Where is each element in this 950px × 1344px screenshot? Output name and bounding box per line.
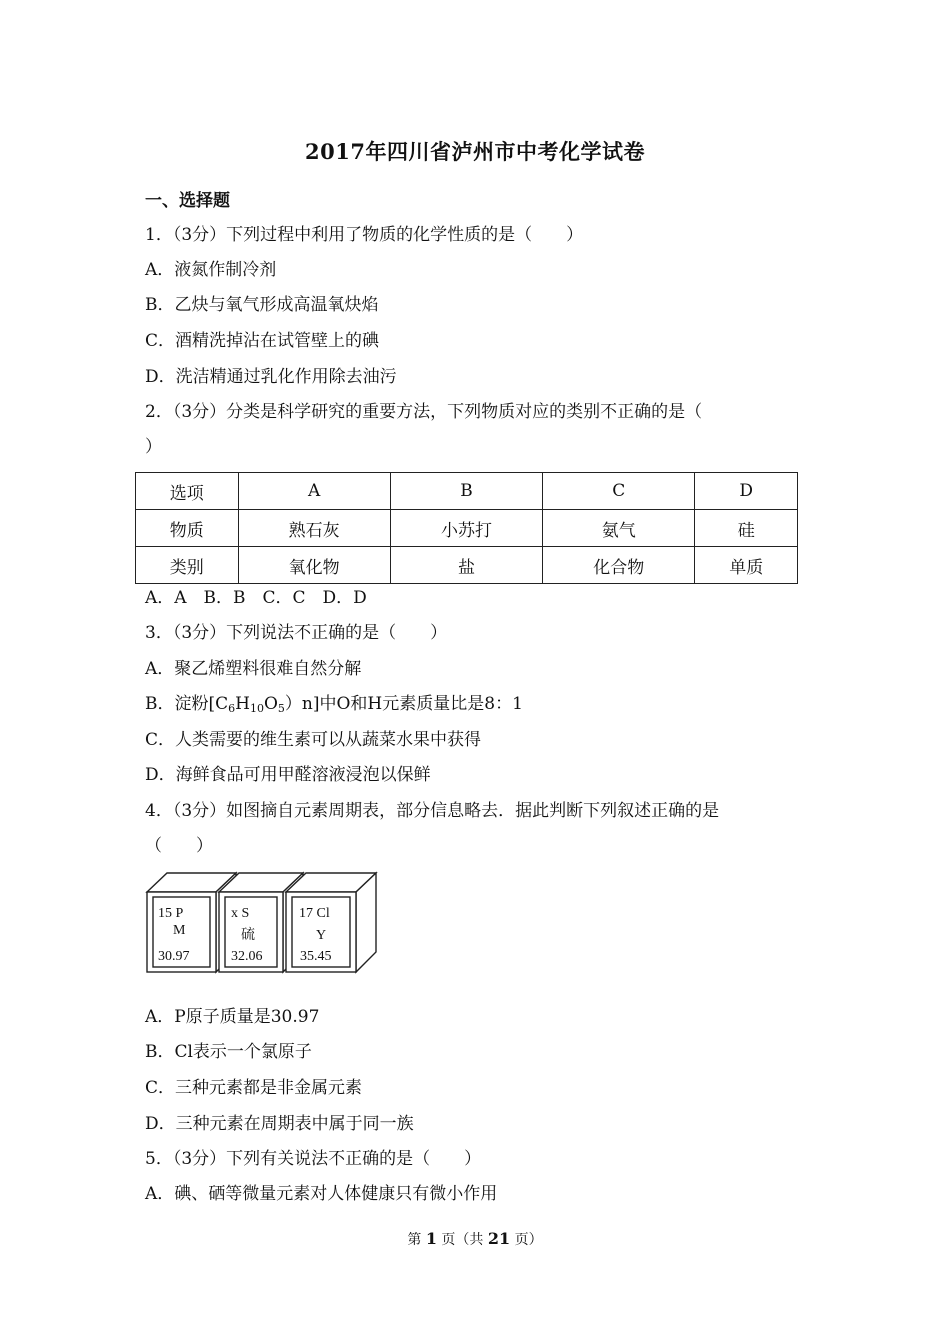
q2-stem-line2: ） [145, 437, 162, 457]
q5-option-a: A．碘、硒等微量元素对人体健康只有微小作用 [145, 1184, 498, 1204]
q3-b-text: ）n]中O和H元素质量比是8：1 [284, 694, 523, 714]
q1-option-a: A．液氮作制冷剂 [145, 260, 277, 280]
q3-b-text: H [235, 694, 250, 714]
q1-option-c: C．酒精洗掉沾在试管壁上的碘 [145, 331, 380, 351]
q3-option-a: A．聚乙烯塑料很难自然分解 [145, 659, 362, 679]
page-number: 1 [425, 1229, 437, 1248]
table-cell: 类别 [136, 547, 239, 584]
element-name: Y [316, 928, 327, 943]
table-cell: C [543, 473, 695, 510]
table-cell: 物质 [136, 510, 239, 547]
table-cell: 单质 [695, 547, 798, 584]
q1-stem: 1．（3分）下列过程中利用了物质的化学性质的是（ ） [145, 225, 584, 245]
table-cell: 熟石灰 [238, 510, 390, 547]
q5-stem: 5．（3分）下列有关说法不正确的是（ ） [145, 1149, 482, 1169]
table-cell: B [390, 473, 542, 510]
table-cell: D [695, 473, 798, 510]
q4-option-c: C．三种元素都是非金属元素 [145, 1078, 363, 1098]
q1-option-b: B．乙炔与氧气形成高温氧炔焰 [145, 295, 379, 315]
element-mass: 30.97 [158, 949, 190, 964]
q2-options: A．A B．B C．C D．D [145, 588, 367, 608]
page-title: 2017年四川省泸州市中考化学试卷 [305, 139, 645, 164]
q3-option-d: D．海鲜食品可用甲醛溶液浸泡以保鲜 [145, 765, 431, 785]
page-total: 21 [487, 1229, 511, 1248]
element-name: M [173, 923, 186, 938]
q4-option-d: D．三种元素在周期表中属于同一族 [145, 1114, 414, 1134]
element-number-symbol: 15 P [158, 906, 184, 921]
element-number-symbol: x S [231, 906, 250, 921]
element-name: 硫 [241, 928, 255, 943]
q2-classification-table [135, 472, 798, 584]
table-cell: 化合物 [543, 547, 695, 584]
periodic-table-figure [143, 870, 383, 980]
footer-text: 页（共 [436, 1232, 488, 1248]
table-row [136, 510, 798, 547]
table-cell: A [238, 473, 390, 510]
q2-stem-line1: 2．（3分）分类是科学研究的重要方法，下列物质对应的类别不正确的是（ [145, 402, 703, 422]
table-cell: 小苏打 [390, 510, 542, 547]
q4-option-b: B．Cl表示一个氯原子 [145, 1042, 312, 1062]
element-mass: 35.45 [300, 949, 332, 964]
table-row [136, 547, 798, 584]
table-cell: 选项 [136, 473, 239, 510]
table-cell: 盐 [390, 547, 542, 584]
element-mass: 32.06 [231, 949, 263, 964]
footer-text: 页） [510, 1232, 543, 1248]
table-cell: 氧化物 [238, 547, 390, 584]
table-row [136, 473, 798, 510]
element-number-symbol: 17 Cl [299, 906, 330, 921]
section-heading: 一、选择题 [145, 191, 230, 211]
table-cell: 硅 [695, 510, 798, 547]
page-footer [0, 1229, 950, 1249]
q4-option-a: A．P原子质量是30.97 [145, 1007, 320, 1027]
subscript: 6 [228, 702, 236, 715]
footer-text: 第 [407, 1232, 426, 1248]
q3-b-text: B．淀粉[C [145, 694, 229, 714]
q3-stem: 3．（3分）下列说法不正确的是（ ） [145, 623, 448, 643]
q4-stem-line1: 4．（3分）如图摘自元素周期表，部分信息略去．据此判断下列叙述正确的是 [145, 801, 720, 821]
subscript: 5 [277, 702, 285, 715]
q3-option-c: C．人类需要的维生素可以从蔬菜水果中获得 [145, 730, 482, 750]
q4-stem-line2: （ ） [145, 836, 213, 856]
q1-option-d: D．洗洁精通过乳化作用除去油污 [145, 367, 397, 387]
q3-option-b [145, 693, 523, 720]
table-cell: 氨气 [543, 510, 695, 547]
subscript: 10 [249, 702, 264, 715]
q3-b-text: O [263, 694, 278, 714]
